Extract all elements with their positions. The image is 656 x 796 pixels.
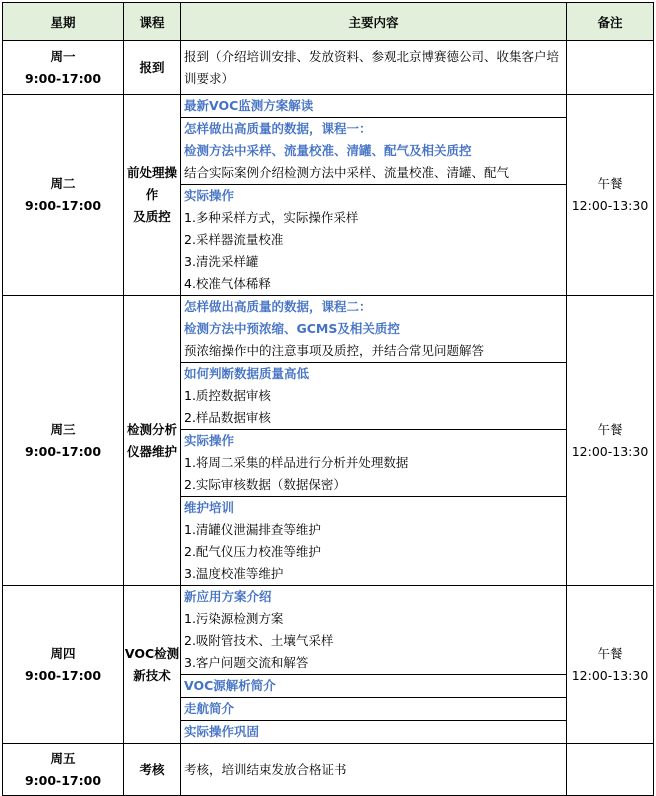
row-tuesday — [3, 95, 654, 296]
content-block — [181, 430, 566, 497]
content-line: 实际操作巩固 — [184, 724, 260, 739]
row-thursday — [3, 586, 654, 744]
content-line: 3.温度校准等维护 — [184, 566, 284, 581]
content-block — [181, 95, 566, 118]
course-line: VOC检测 — [124, 645, 180, 661]
day-cell — [3, 95, 124, 296]
course-line: 及质控 — [133, 209, 171, 224]
content-line: VOC源解析简介 — [184, 678, 276, 693]
content-line: 2.吸附管技术、土壤气采样 — [184, 633, 334, 648]
content-cell — [181, 95, 567, 296]
day-time: 9:00-17:00 — [24, 443, 102, 459]
course-line: 检测分析 — [126, 421, 177, 437]
content-line: 3.客户问题交流和解答 — [184, 655, 309, 670]
row-wednesday — [3, 296, 654, 586]
content-line: 2.样品数据审核 — [184, 410, 271, 425]
course-line: 新技术 — [133, 667, 171, 683]
note-time: 12:00-13:30 — [571, 443, 649, 459]
day-label: 周一 — [50, 48, 76, 64]
content-line: 实际操作 — [184, 433, 235, 448]
course-cell — [124, 586, 181, 744]
day-time: 9:00-17:00 — [24, 667, 102, 683]
day-label: 周五 — [50, 750, 76, 766]
content-block — [181, 296, 566, 363]
content-line: 怎样做出高质量的数据，课程一： — [184, 121, 372, 136]
content-line: 2.配气仪压力校准等维护 — [184, 544, 321, 559]
content-block — [181, 586, 566, 675]
content-line: 实际操作 — [184, 188, 235, 203]
content-block — [181, 363, 566, 430]
header-content: 主要内容 — [181, 3, 567, 41]
content-cell — [181, 296, 567, 586]
content-line: 检测方法中预浓缩、GCMS及相关质控 — [184, 321, 400, 336]
content-line: 如何判断数据质量高低 — [184, 366, 310, 381]
note-label: 午餐 — [597, 645, 623, 661]
content-line: 新应用方案介绍 — [184, 589, 272, 604]
training-schedule-table — [2, 2, 654, 796]
note-cell — [567, 744, 654, 796]
content-line: 1.质控数据审核 — [184, 388, 271, 403]
day-label: 周三 — [50, 421, 76, 437]
content-line: 1.将周二采集的样品进行分析并处理数据 — [184, 455, 409, 470]
content-line: 走航简介 — [184, 701, 235, 716]
row-friday — [3, 744, 654, 796]
course-line: 考核 — [139, 761, 165, 777]
content-line: 2.采样器流量校准 — [184, 232, 284, 247]
content-line: 1.清罐仪泄漏排查等维护 — [184, 522, 321, 537]
note-time: 12:00-13:30 — [571, 667, 649, 683]
course-line: 仪器维护 — [126, 443, 177, 459]
content-line: 结合实际案例介绍检测方法中采样、流量校准、清罐、配气 — [184, 165, 510, 180]
note-cell — [567, 41, 654, 95]
content-line: 2.实际审核数据（数据保密） — [184, 477, 346, 492]
note-label: 午餐 — [597, 421, 623, 437]
course-cell — [124, 95, 181, 296]
content-block — [181, 675, 566, 698]
day-cell — [3, 586, 124, 744]
course-cell — [124, 296, 181, 586]
day-time: 9:00-17:00 — [24, 772, 102, 788]
content-cell — [181, 744, 567, 796]
content-cell — [181, 586, 567, 744]
day-label: 周二 — [50, 176, 76, 191]
content-block — [181, 698, 566, 721]
content-text: 考核，培训结束发放合格证书 — [184, 761, 347, 777]
content-block — [181, 497, 566, 585]
content-line: 最新VOC监测方案解读 — [184, 98, 314, 113]
content-line: 检测方法中采样、流量校准、清罐、配气及相关质控 — [184, 143, 472, 158]
content-cell — [181, 41, 567, 95]
note-cell — [567, 586, 654, 744]
header-row — [3, 3, 654, 41]
day-cell — [3, 744, 124, 796]
day-time: 9:00-17:00 — [24, 198, 102, 213]
note-time: 12:00-13:30 — [571, 198, 649, 213]
content-line: 3.清洗采样罐 — [184, 254, 259, 269]
header-note: 备注 — [567, 3, 654, 41]
content-block — [181, 721, 566, 743]
course-cell — [124, 41, 181, 95]
note-label: 午餐 — [597, 176, 623, 191]
course-line: 报到 — [139, 59, 165, 75]
day-cell — [3, 41, 124, 95]
note-cell — [567, 95, 654, 296]
content-text: 报到（介绍培训安排、发放资料、参观北京博赛德公司、收集客户培训要求） — [184, 49, 560, 86]
content-line: 1.污染源检测方案 — [184, 611, 284, 626]
content-block — [181, 118, 566, 185]
day-time: 9:00-17:00 — [24, 70, 102, 86]
row-monday — [3, 41, 654, 95]
course-cell — [124, 744, 181, 796]
note-cell — [567, 296, 654, 586]
content-line: 预浓缩操作中的注意事项及质控，并结合常见问题解答 — [184, 343, 485, 358]
content-line: 4.校准气体稀释 — [184, 276, 271, 291]
header-day: 星期 — [3, 3, 124, 41]
content-line: 怎样做出高质量的数据，课程二： — [184, 299, 372, 314]
content-line: 1.多种采样方式，实际操作采样 — [184, 210, 359, 225]
day-cell — [3, 296, 124, 586]
content-line: 维护培训 — [184, 500, 235, 515]
course-line: 前处理操作 — [126, 165, 177, 202]
content-block — [181, 185, 566, 295]
day-label: 周四 — [50, 645, 76, 661]
header-course: 课程 — [124, 3, 181, 41]
